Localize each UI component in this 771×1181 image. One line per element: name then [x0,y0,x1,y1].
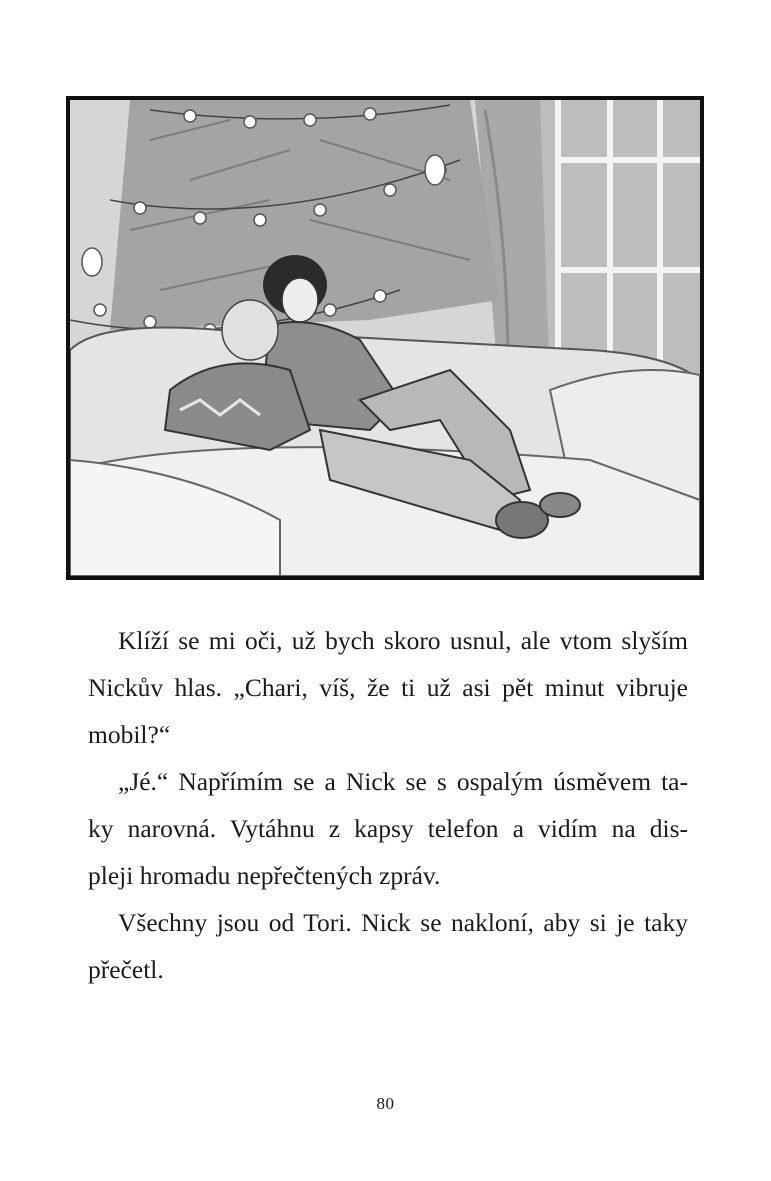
text-line: mobil?“ [88,720,171,749]
text-line: pleji hromadu nepřečtených zpráv. [88,861,441,890]
text-line: „Jé.“ Napřímím se a Nick se s ospalým úsměvem ta- [118,767,688,796]
text-line: přečetl. [88,955,164,984]
text-line: Nickův hlas. „Chari, víš, že ti už asi pět minut vibruje [88,673,688,702]
christmas-couch-illustration [70,100,700,576]
paragraph [88,617,688,758]
page-number: 80 [376,1094,395,1113]
paragraph [88,758,688,899]
text-line: Všechny jsou od Tori. Nick se nakloní, aby si je taky [118,908,688,937]
illustration [66,96,704,580]
paragraph [88,899,688,993]
text-line: ky narovná. Vytáhnu z kapsy telefon a vidím na dis- [88,814,688,843]
text-line: Klíží se mi oči, už bych skoro usnul, ale vtom slyším [118,626,688,655]
body-text [88,617,688,993]
